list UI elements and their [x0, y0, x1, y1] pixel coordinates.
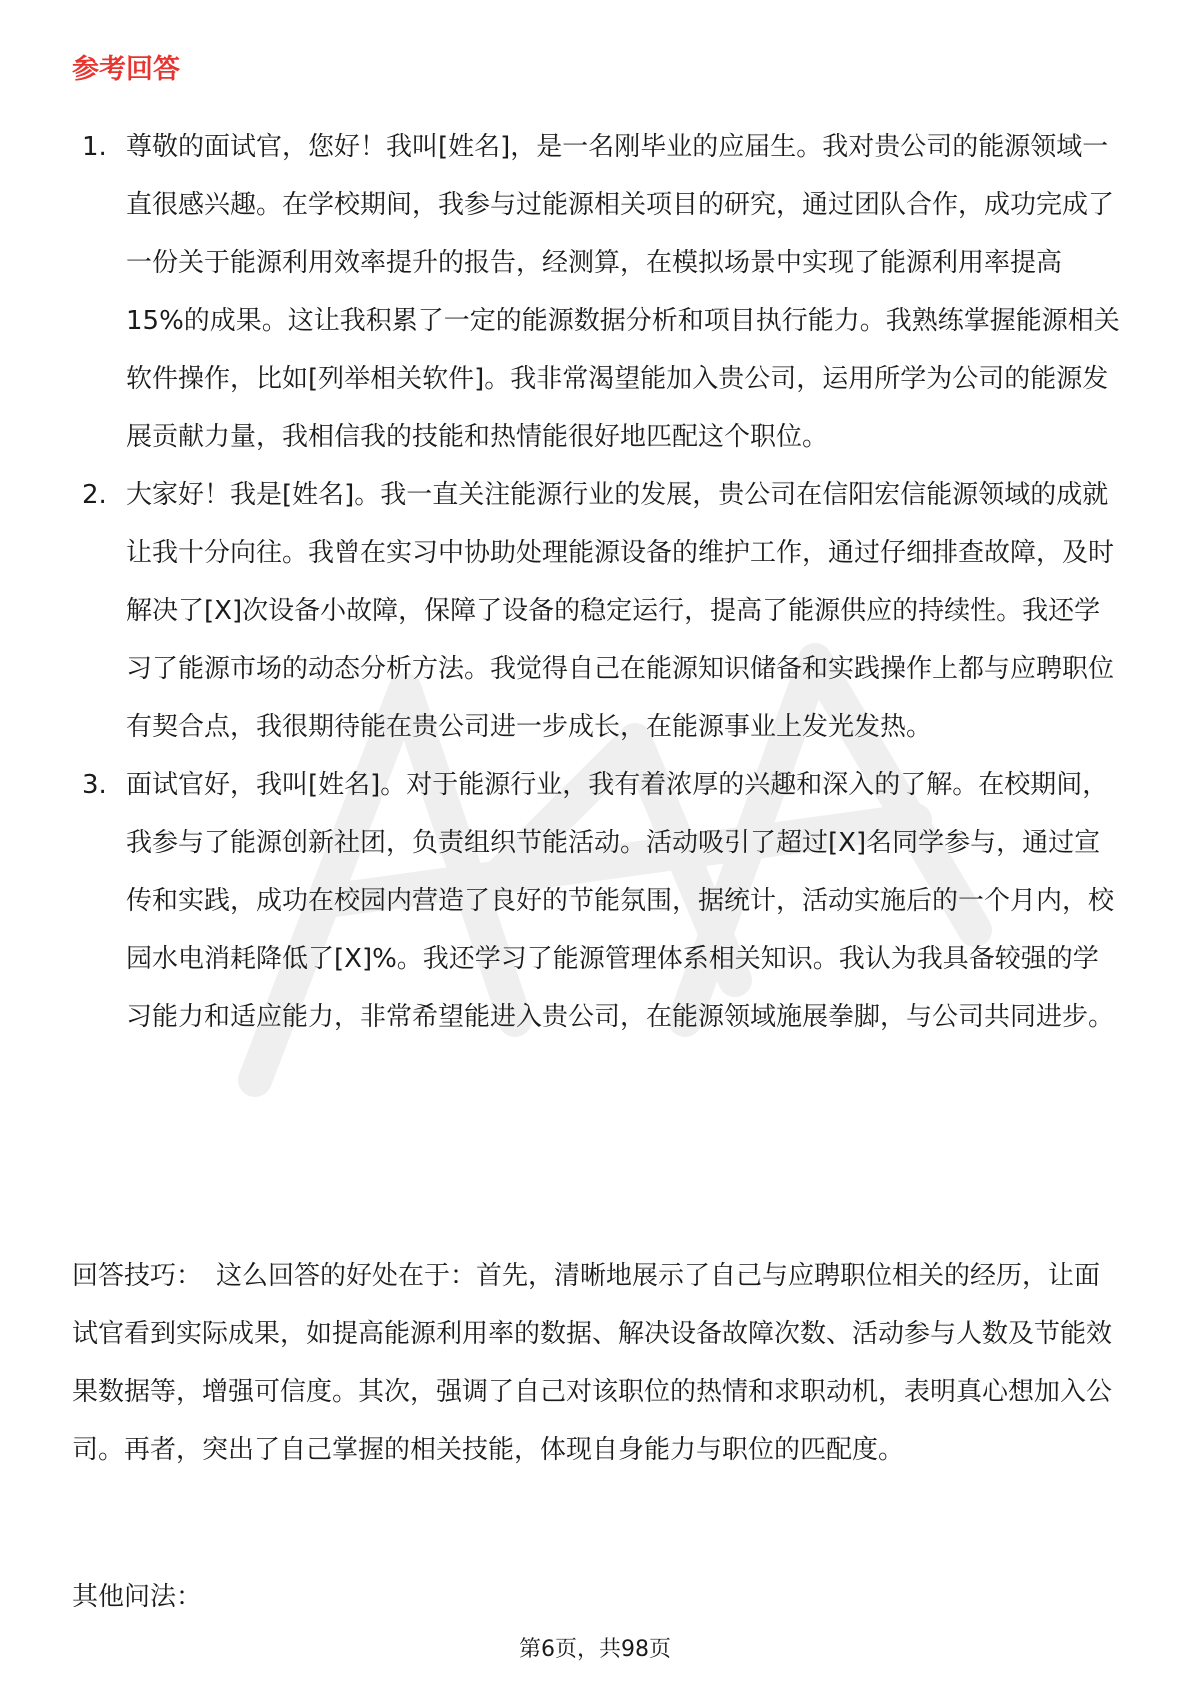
answer-number: 2.	[82, 480, 107, 510]
answer-item-1	[82, 118, 1122, 466]
answer-number: 3.	[82, 770, 107, 800]
answer-item-2	[82, 466, 1122, 756]
tips-label: 回答技巧：	[72, 1261, 203, 1291]
tips-text: 这么回答的好处在于：首先，清晰地展示了自己与应聘职位相关的经历，让面试官看到实际成果，如提高能源利用率的数据、解决设备故障次数、活动参与人数及节能效果数据等，增强可信度。其次，强调了自己对该职位的热情和求职动机，表明真心想加入公司。再者，突出了自己掌握的相关技能，体现自身能力与职位的匹配度。	[72, 1261, 1113, 1465]
page-footer: 第6页，共98页	[519, 1637, 671, 1662]
answer-list	[82, 118, 1122, 1046]
answer-tips	[72, 1247, 1124, 1479]
answer-item-3	[82, 756, 1122, 1046]
other-questions-label: 其他问法：	[72, 1582, 203, 1612]
section-title: 参考回答	[72, 54, 180, 85]
answer-text: 大家好！我是[姓名]。我一直关注能源行业的发展，贵公司在信阳宏信能源领域的成就让我十分向往。我曾在实习中协助处理能源设备的维护工作，通过仔细排查故障，及时解决了[X]次设备小故障，保障了设备的稳定运行，提高了能源供应的持续性。我还学习了能源市场的动态分析方法。我觉得自己在能源知识储备和实践操作上都与应聘职位有契合点，我很期待能在贵公司进一步成长，在能源事业上发光发热。	[126, 480, 1115, 742]
answer-number: 1.	[82, 132, 107, 162]
answer-text: 面试官好，我叫[姓名]。对于能源行业，我有着浓厚的兴趣和深入的了解。在校期间，我参与了能源创新社团，负责组织节能活动。活动吸引了超过[X]名同学参与，通过宣传和实践，成功在校园内营造了良好的节能氛围，据统计，活动实施后的一个月内，校园水电消耗降低了[X]%。我还学习了能源管理体系相关知识。我认为我具备较强的学习能力和适应能力，非常希望能进入贵公司，在能源领域施展拳脚，与公司共同进步。	[126, 770, 1115, 1032]
answer-text: 尊敬的面试官，您好！我叫[姓名]，是一名刚毕业的应届生。我对贵公司的能源领域一直很感兴趣。在学校期间，我参与过能源相关项目的研究，通过团队合作，成功完成了一份关于能源利用效率提升的报告，经测算，在模拟场景中实现了能源利用率提高 15%的成果。这让我积累了一定的能源数据分析和项目执行能力。我熟练掌握能源相关软件操作，比如[列举相关软件]。我非常渴望能加入贵公司，运用所学为公司的能源发展贡献力量，我相信我的技能和热情能很好地匹配这个职位。	[126, 132, 1120, 452]
